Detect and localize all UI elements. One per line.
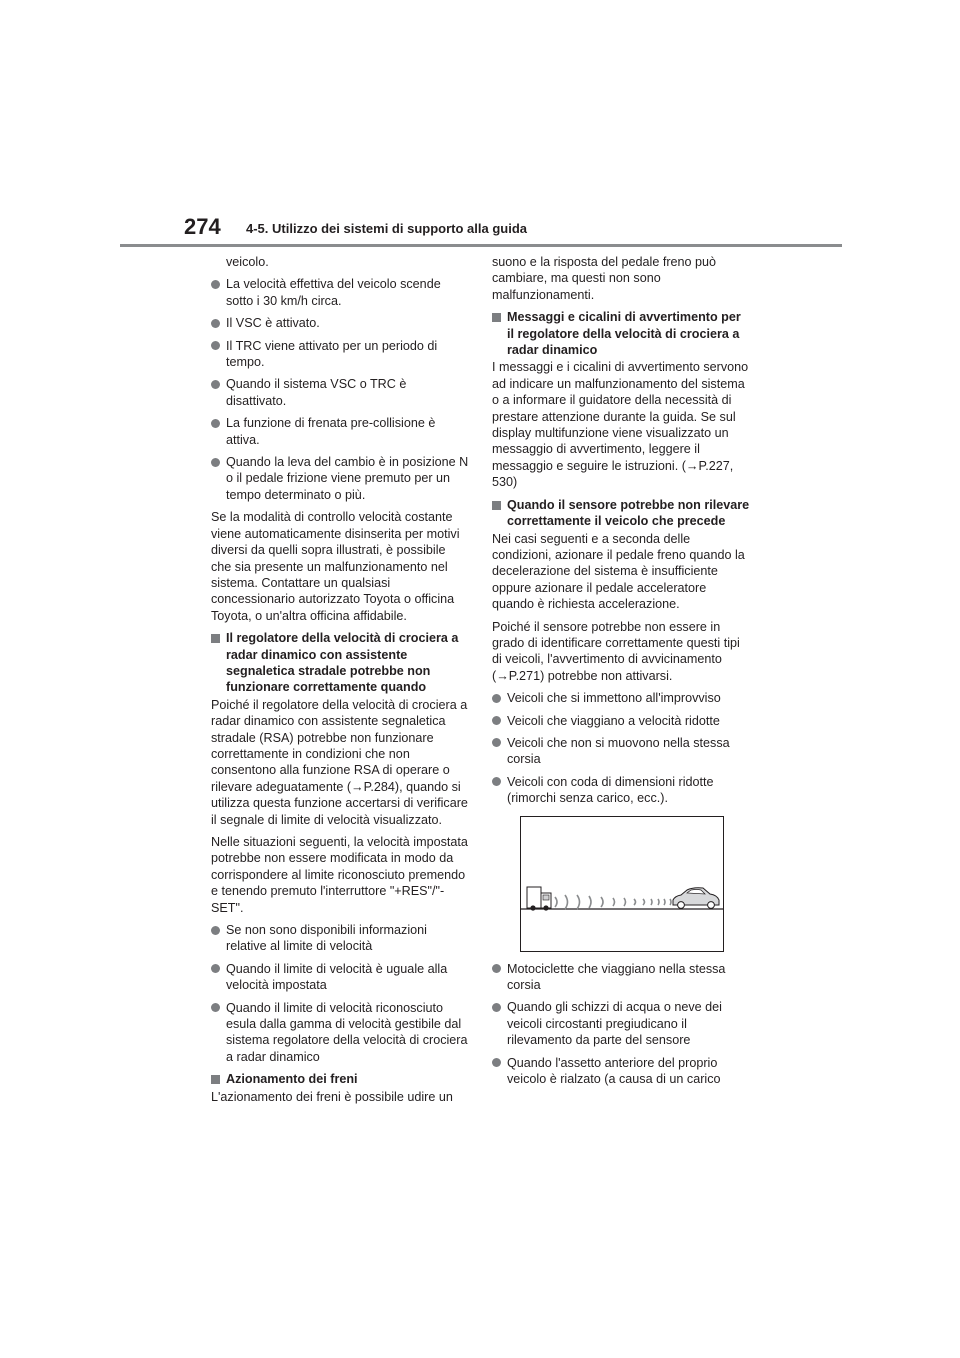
square-bullet-icon (492, 313, 501, 322)
list-item: Quando gli schizzi di acqua o neve dei veicoli circostanti pregiudicano il rilevamento da parte del sensore (492, 999, 750, 1048)
illustration (521, 817, 723, 951)
list-item: Veicoli che si immettono all'improvviso (492, 690, 750, 706)
list-item: Il TRC viene attivato per un periodo di tempo. (211, 338, 469, 371)
bullet-icon (492, 738, 501, 747)
subsection-heading: Quando il sensore potrebbe non rilevare correttamente il veicolo che precede (492, 497, 750, 530)
paragraph: Poiché il regolatore della velocità di crociera a radar dinamico con assistente segnaletica stradale (RSA) potrebbe non funzionare correttamente in condizioni che non consentono alla funzione RSA di operare o rilevare adeguatamente (→P.284), quando si utilizza questa funzione accertarsi di verificare il segnale di limite di velocità visualizzato. (211, 697, 468, 827)
list-item: Se non sono disponibili informazioni relative al limite di velocità (211, 922, 469, 955)
square-bullet-icon (211, 1075, 220, 1084)
truck-icon (527, 887, 551, 911)
continued-text: veicolo. (226, 255, 269, 269)
bullet-icon (492, 964, 501, 973)
list-item: Il VSC è attivato. (211, 315, 469, 331)
paragraph: Nelle situazioni seguenti, la velocità impostata potrebbe non essere modificata in modo da corrispondere al limite riconosciuto premendo e tenendo premuto l'interruttore "+RES"/"-SET". (211, 835, 468, 915)
header-rule (120, 244, 842, 247)
paragraph: Se la modalità di controllo velocità costante viene automaticamente disinserita per motivi diversi da quelli sopra illustrati, è possibile che sia presente un malfunzionamento nel sistema. Contattare un qualsiasi concessionario autorizzato Toyota o officina Toyota, o un'altra officina affidabile. (211, 510, 460, 623)
bullet-icon (492, 694, 501, 703)
list-item: Quando il sistema VSC o TRC è disattivato. (211, 376, 469, 409)
bullet-icon (211, 341, 220, 350)
square-bullet-icon (211, 634, 220, 643)
radar-wave-icon (555, 895, 671, 909)
paragraph: Nei casi seguenti e a seconda delle condizioni, azionare il pedale freno quando la decelerazione del sistema è insufficiente oppure azionare il pedale acceleratore quando è richiesta accelerazione. (492, 531, 745, 612)
bullet-icon (492, 777, 501, 786)
list-item: Veicoli con coda di dimensioni ridotte (rimorchi senza carico, ecc.). (492, 774, 750, 807)
paragraph: Poiché il sensore potrebbe non essere in grado di identificare correttamente questi tipi di veicoli, l'avvertimento di avvicinamento (→P.271) potrebbe non attivarsi. (492, 619, 740, 683)
list-item: La funzione di frenata pre-collisione è attiva. (211, 415, 469, 448)
page-number: 274 (184, 214, 221, 239)
bullet-icon (492, 1003, 501, 1012)
left-column (211, 254, 469, 1111)
list-item: Quando il limite di velocità è uguale alla velocità impostata (211, 961, 469, 994)
bullet-icon (211, 280, 220, 289)
figure-truck-and-car (520, 816, 724, 952)
list-item: Quando il limite di velocità riconosciuto esula dalla gamma di velocità gestibile dal sistema regolatore della velocità di crociera a radar dinamico (211, 1000, 469, 1066)
list-item: Quando la leva del cambio è in posizione N o il pedale frizione viene premuto per un tempo determinato o più. (211, 454, 469, 503)
bullet-icon (211, 1003, 220, 1012)
square-bullet-icon (492, 501, 501, 510)
bullet-icon (492, 716, 501, 725)
right-column (492, 254, 750, 1093)
section-title: 4-5. Utilizzo dei sistemi di supporto alla guida (246, 221, 527, 236)
bullet-icon (492, 1058, 501, 1067)
bullet-icon (211, 458, 220, 467)
paragraph: L'azionamento dei freni è possibile udire un (211, 1089, 453, 1104)
bullet-icon (211, 319, 220, 328)
list-item: Motociclette che viaggiano nella stessa corsia (492, 961, 750, 994)
subsection-heading: Azionamento dei freni (211, 1071, 469, 1087)
paragraph: suono e la risposta del pedale freno può cambiare, ma questi non sono malfunzionamenti. (492, 255, 717, 302)
bullet-icon (211, 926, 220, 935)
subsection-heading: Il regolatore della velocità di crociera a radar dinamico con assistente segnaletica stradale potrebbe non funzionare correttamente quando (211, 630, 469, 696)
paragraph: I messaggi e i cicalini di avvertimento servono ad indicare un malfunzionamento del sistema o a informare il guidatore della necessità di prestare attenzione durante la guida. Se sul display multifunzione viene visualizzato un messaggio di avvertimento, leggere il messaggio e seguire le istruzioni. (→P.227, 530) (492, 360, 749, 490)
bullet-icon (211, 380, 220, 389)
list-item: Veicoli che non si muovono nella stessa corsia (492, 735, 750, 768)
bullet-icon (211, 964, 220, 973)
list-item: Veicoli che viaggiano a velocità ridotte (492, 713, 750, 729)
car-icon (673, 887, 719, 908)
subsection-heading: Messaggi e cicalini di avvertimento per il regolatore della velocità di crociera a radar dinamico (492, 309, 750, 358)
list-item: La velocità effettiva del veicolo scende sotto i 30 km/h circa. (211, 276, 469, 309)
list-item: Quando l'assetto anteriore del proprio veicolo è rialzato (a causa di un carico (492, 1055, 750, 1088)
bullet-icon (211, 419, 220, 428)
